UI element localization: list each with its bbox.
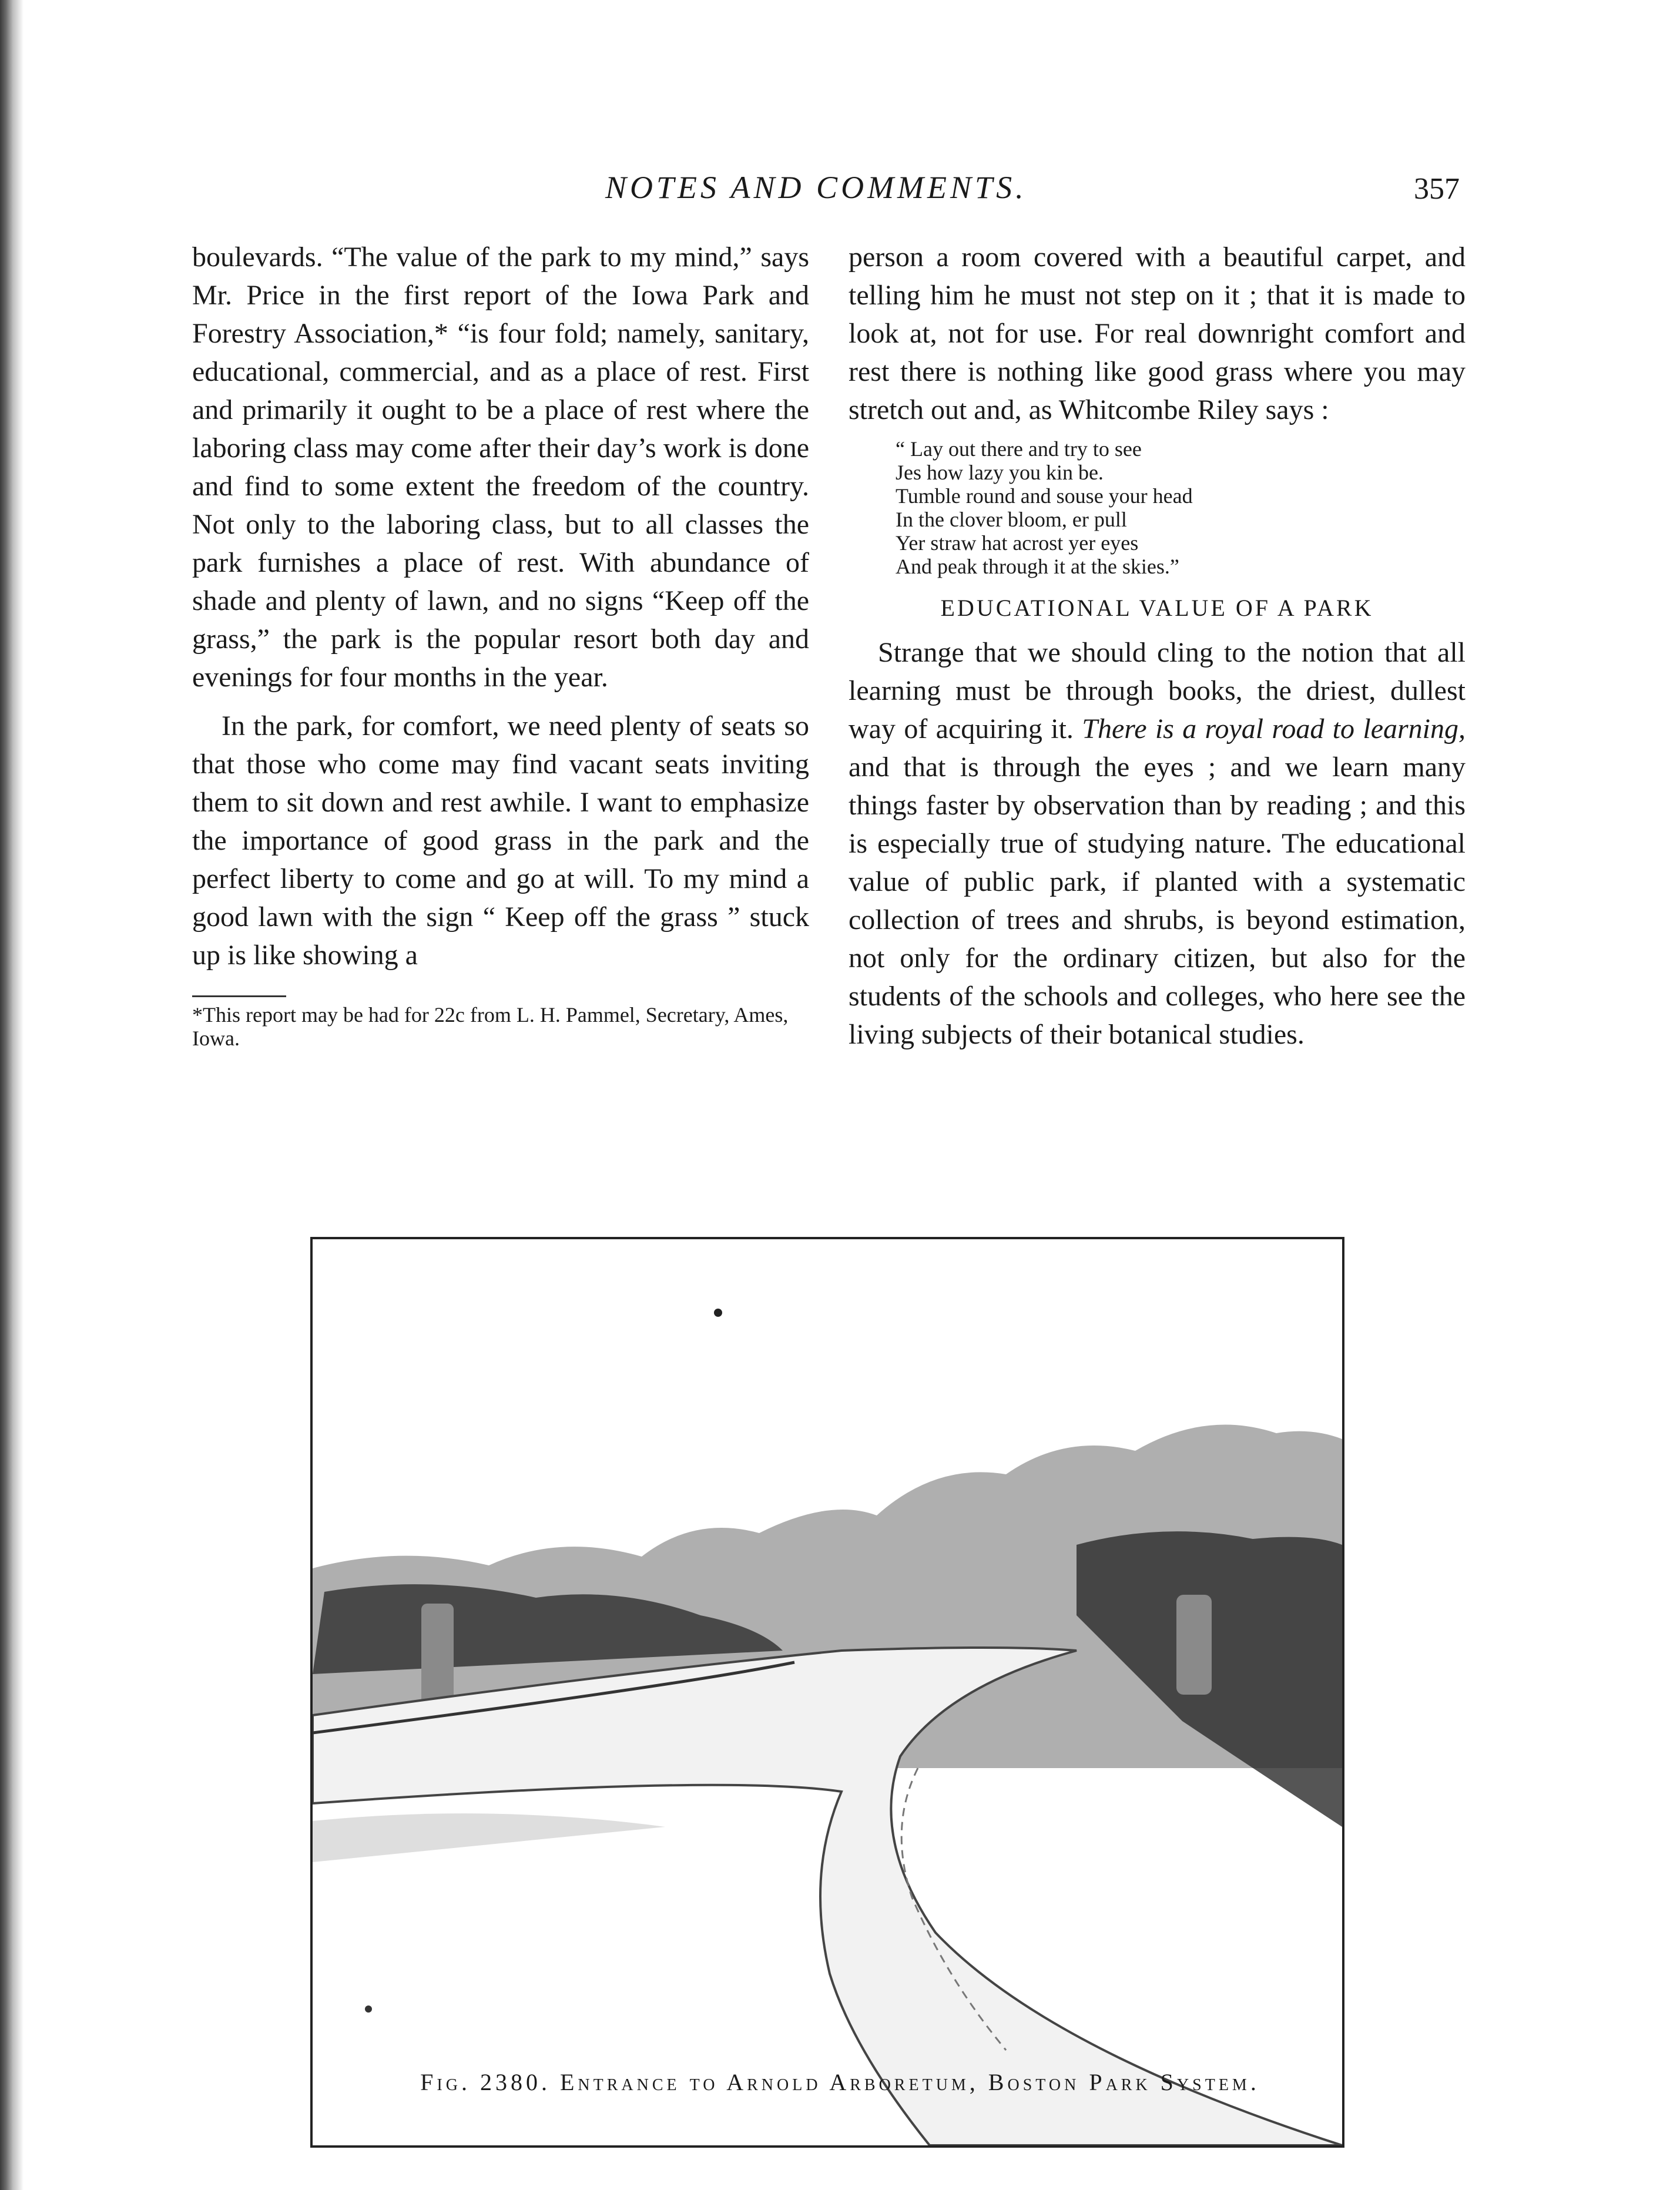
verse-line: Tumble round and souse your head xyxy=(896,484,1193,508)
right-paragraph-2 xyxy=(849,633,1466,1054)
right-column xyxy=(849,238,1466,1054)
footnote: *This report may be had for 22c from L. H. Pammel, Secretary, Ames, Iowa. xyxy=(192,1003,789,1050)
running-title: NOTES AND COMMENTS. xyxy=(605,170,1027,205)
left-column xyxy=(192,238,809,1050)
verse-line: “ Lay out there and try to see xyxy=(896,437,1142,461)
photo-illustration xyxy=(313,1239,1342,2145)
right-paragraph-1: person a room covered with a beautiful carpet, and telling him he must not step on it ; that it is made to look at, not for use. For real downright comfort and rest there is nothing like good grass where you may stretch out and, as Whitcombe Riley says : xyxy=(849,242,1466,425)
paragraph-text: and that is through the eyes ; and we learn many things faster by observation than by reading ; and this is especially true of studying nature. The educational value of public park, if planted with a systematic collection of trees and shrubs, is beyond estimation, not only for the ordinary citizen, but also for the students of the schools and colleges, who here see the living subjects of their botanical studies. xyxy=(849,752,1466,1050)
page-header xyxy=(0,169,1680,216)
riley-verse xyxy=(896,437,1466,578)
page-number: 357 xyxy=(1414,172,1460,206)
italic-phrase: There is a royal road to learning, xyxy=(1082,713,1466,744)
section-heading: EDUCATIONAL VALUE OF A PARK xyxy=(940,595,1374,621)
left-paragraph-2: In the park, for comfort, we need plenty of seats so that those who come may find vacant seats inviting them to sit down and rest awhile. I want to emphasize the importance of good grass in the park and the perfect liberty to come and go at will. To my mind a good lawn with the sign “ Keep off the grass ” stuck up is like showing a xyxy=(192,710,809,971)
verse-line: And peak through it at the skies.” xyxy=(896,555,1179,578)
paragraph-text: Strange that we should cling to the notion that all learning must be through books, the driest, dullest way of acquiring it. xyxy=(849,637,1466,744)
verse-line: Yer straw hat acrost yer eyes xyxy=(896,531,1139,555)
arboretum-photograph xyxy=(310,1237,1344,2148)
verse-line: In the clover bloom, er pull xyxy=(896,508,1127,531)
left-paragraph-1: boulevards. “The value of the park to my mind,” says Mr. Price in the first report of the Iowa Park and Forestry Association,* “is four fold; namely, sanitary, educational, commercial, and as a place of rest. First and primarily it ought to be a place of rest where the laboring class may come after their day’s work is done and find to some extent the freedom of the country. Not only to the laboring class, but to all classes the park furnishes a place of rest. With abundance of shade and plenty of lawn, and no signs “Keep off the grass,” the park is the popular resort both day and evenings for four months in the year. xyxy=(192,242,809,693)
figure-caption: Fig. 2380. Entrance to Arnold Arboretum, Boston Park System. xyxy=(420,2069,1260,2095)
page-binding-edge xyxy=(0,0,24,2190)
footnote-rule xyxy=(192,995,286,997)
verse-line: Jes how lazy you kin be. xyxy=(896,461,1104,484)
